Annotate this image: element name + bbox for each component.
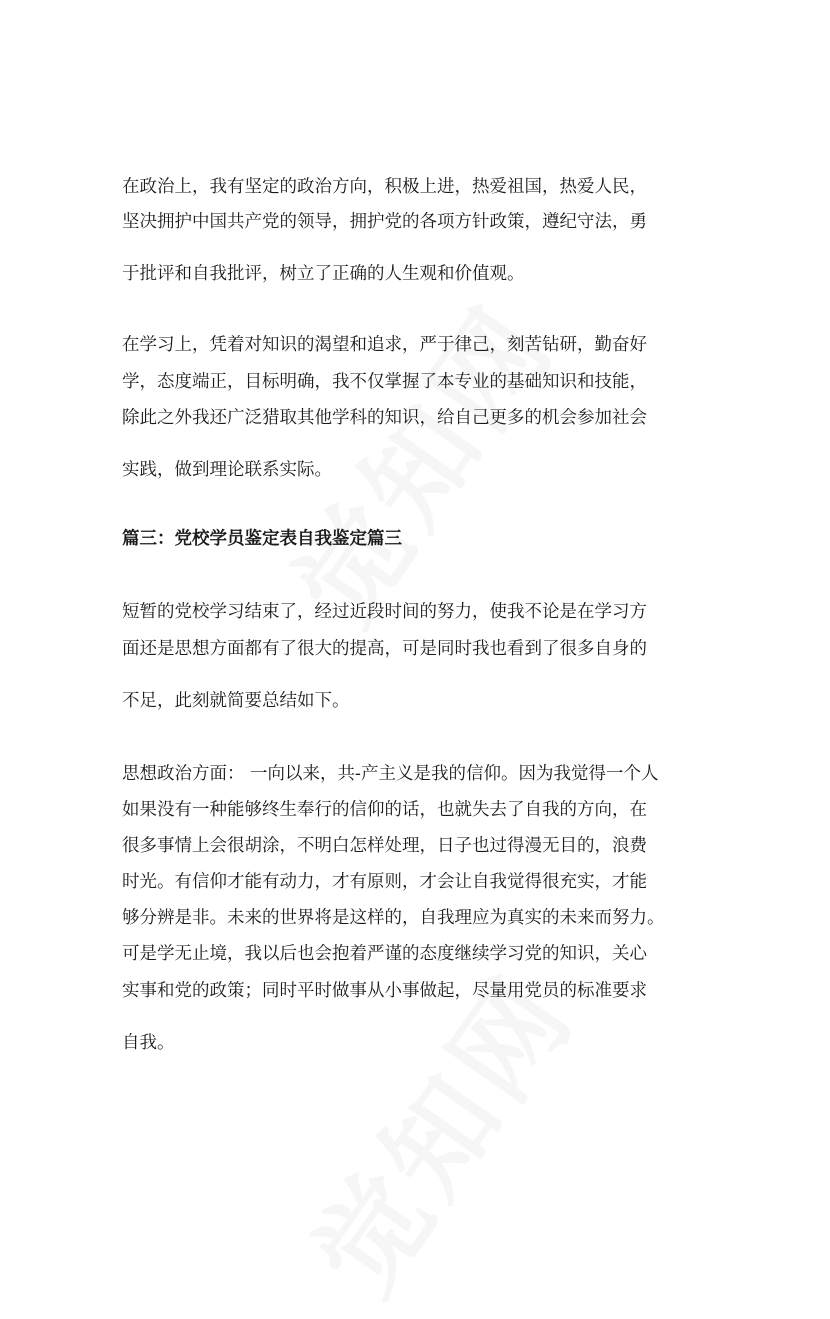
paragraph-line: 不足，此刻就简要总结如下。 <box>122 691 350 711</box>
paragraph-line: 短暂的党校学习结束了，经过近段时间的努力，使我不论是在学习方 <box>122 602 647 622</box>
paragraph-line: 很多事情上会很胡涂，不明白怎样处理，日子也过得漫无目的，浪费 <box>122 836 647 856</box>
paragraph-line: 实事和党的政策；同时平时做事从小事做起，尽量用党员的标准要求 <box>122 981 647 1001</box>
paragraph-line: 除此之外我还广泛猎取其他学科的知识，给自己更多的机会参加社会 <box>122 408 647 428</box>
paragraph-line: 如果没有一种能够终生奉行的信仰的话，也就失去了自我的方向，在 <box>122 800 647 820</box>
paragraph-line: 可是学无止境，我以后也会抱着严谨的态度继续学习党的知识，关心 <box>122 944 647 964</box>
paragraph-line: 在学习上，凭着对知识的渴望和追求，严于律己，刻苦钻研，勤奋好 <box>122 335 647 355</box>
paragraph-line: 思想政治方面： 一向以来，共-产主义是我的信仰。因为我觉得一个人 <box>122 764 659 784</box>
paragraph-line: 于批评和自我批评，树立了正确的人生观和价值观。 <box>122 264 525 284</box>
paragraph-line: 在政治上，我有坚定的政治方向，积极上进，热爱祖国，热爱人民， <box>122 177 647 197</box>
paragraph-line: 够分辨是非。未来的世界将是这样的，自我理应为真实的未来而努力。 <box>122 908 665 928</box>
paragraph-line: 自我。 <box>122 1033 175 1053</box>
paragraph-line: 实践，做到理论联系实际。 <box>122 460 332 480</box>
section-heading: 篇三：党校学员鉴定表自我鉴定篇三 <box>122 529 402 549</box>
paragraph-line: 面还是思想方面都有了很大的提高，可是同时我也看到了很多自身的 <box>122 639 647 659</box>
paragraph-line: 坚决拥护中国共产党的领导，拥护党的各项方针政策，遵纪守法，勇 <box>122 212 647 232</box>
paragraph-line: 时光。有信仰才能有动力，才有原则，才会让自我觉得很充实，才能 <box>122 872 647 892</box>
paragraph-line: 学，态度端正，目标明确，我不仅掌握了本专业的基础知识和技能， <box>122 372 647 392</box>
